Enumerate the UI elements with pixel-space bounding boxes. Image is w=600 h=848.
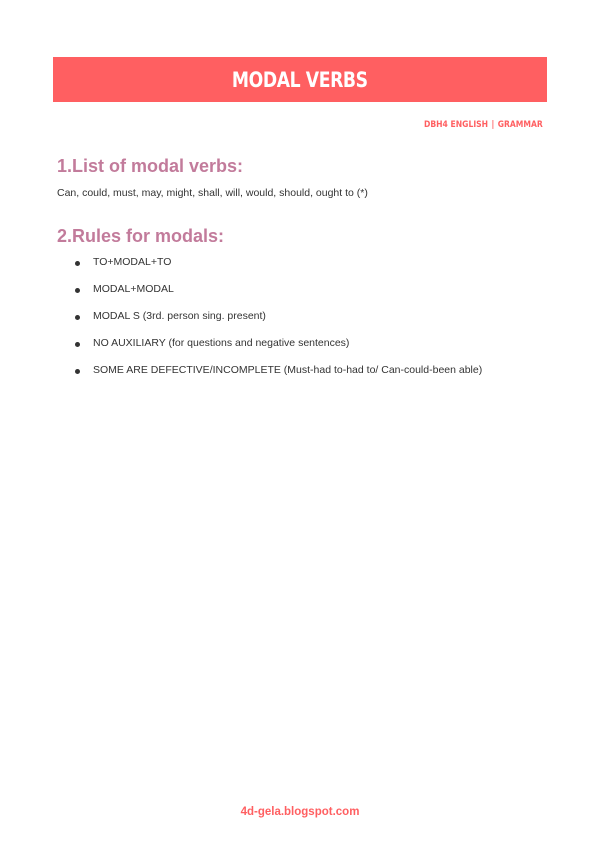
rule-text: MODAL S (3rd. person sing. present): [93, 310, 266, 322]
list-item: [75, 364, 482, 391]
course-label: DBH4 ENGLISH: [424, 120, 489, 130]
title-banner: [53, 57, 547, 102]
bullet-icon: [75, 342, 80, 347]
section-heading-rules: 2.Rules for modals:: [57, 226, 225, 246]
rule-text: NO AUXILIARY (for questions and negative sentences): [93, 337, 350, 349]
footer-link[interactable]: 4d-gela.blogspot.com: [240, 806, 360, 818]
topic-label: GRAMMAR: [497, 120, 543, 130]
subheader-separator: |: [491, 120, 495, 130]
rule-text: MODAL+MODAL: [93, 283, 174, 295]
list-item: [75, 256, 482, 283]
bullet-icon: [75, 288, 80, 293]
bullet-icon: [75, 261, 80, 266]
modal-verbs-list-text: Can, could, must, may, might, shall, will, would, should, ought to (*): [57, 187, 368, 199]
bullet-icon: [75, 369, 80, 374]
rules-list: [75, 256, 482, 391]
list-item: [75, 310, 482, 337]
document-subheader: [424, 120, 543, 130]
rule-text: TO+MODAL+TO: [93, 256, 172, 268]
section-heading-list: 1.List of modal verbs:: [57, 156, 244, 176]
list-item: [75, 337, 482, 364]
rule-text: SOME ARE DEFECTIVE/INCOMPLETE (Must-had to-had to/ Can-could-been able): [93, 364, 483, 376]
list-item: [75, 283, 482, 310]
bullet-icon: [75, 315, 80, 320]
page-title: MODAL VERBS: [232, 67, 368, 92]
